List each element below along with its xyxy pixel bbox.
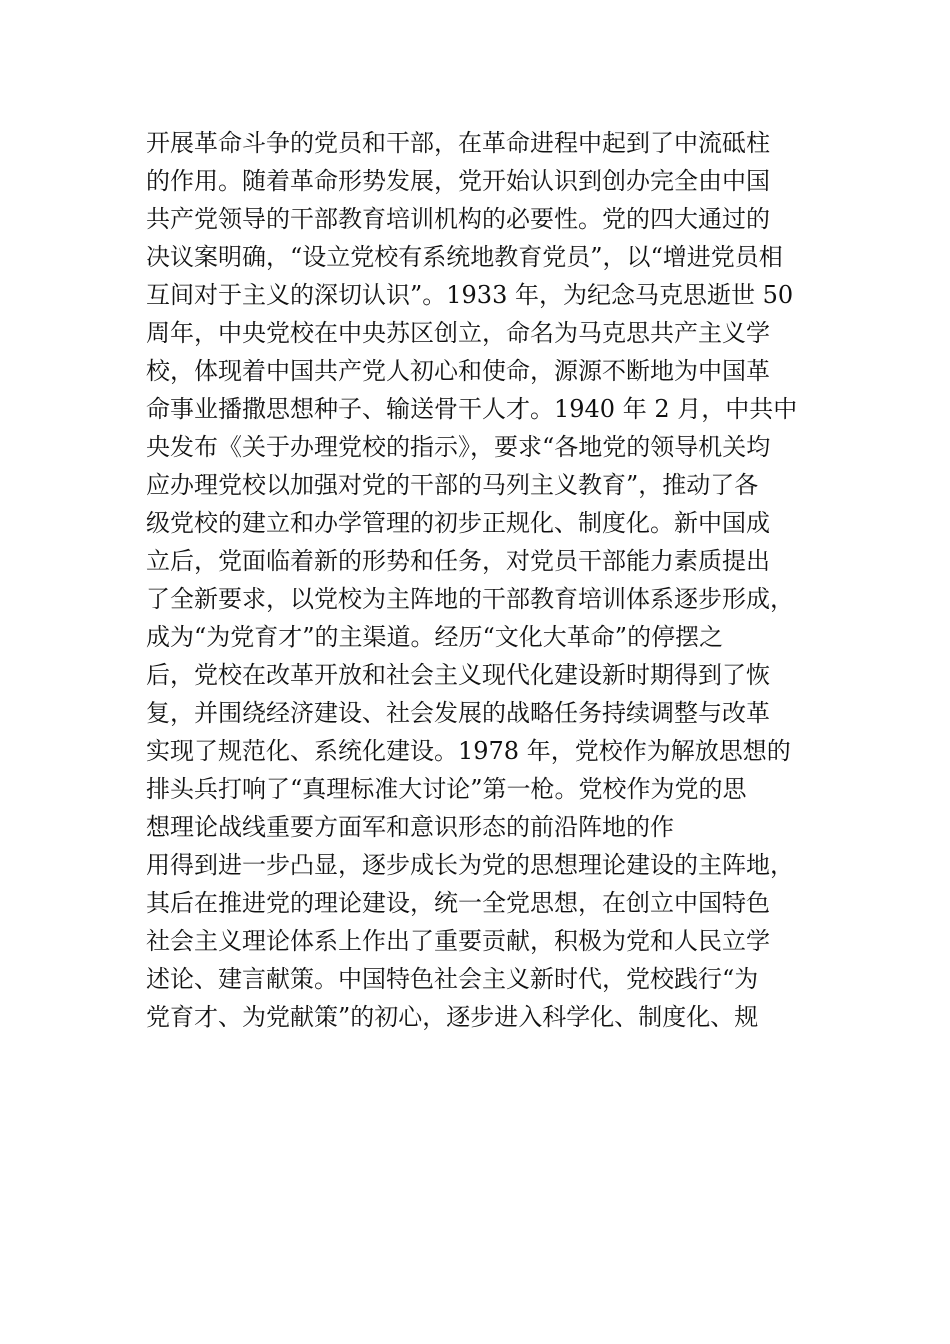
text-line: 实现了规范化、系统化建设。1978 年，党校作为解放思想的	[146, 737, 791, 765]
text-line: 党育才、为党献策”的初心，逐步进入科学化、制度化、规	[146, 1003, 759, 1031]
text-line: 排头兵打响了“真理标准大讨论”第一枪。党校作为党的思	[146, 775, 747, 803]
text-line: 决议案明确，“设立党校有系统地教育党员”，以“增进党员相	[146, 243, 783, 271]
text-line: 成为“为党育才”的主渠道。经历“文化大革命”的停摆之	[146, 623, 724, 651]
text-line: 周年，中央党校在中央苏区创立，命名为马克思共产主义学	[146, 319, 770, 347]
text-line: 述论、建言献策。中国特色社会主义新时代，党校践行“为	[146, 965, 759, 993]
body-paragraph	[146, 124, 826, 1036]
text-line: 互间对于主义的深切认识”。1933 年，为纪念马克思逝世 50	[146, 281, 794, 309]
text-line: 了全新要求，以党校为主阵地的干部教育培训体系逐步形成，	[146, 585, 794, 613]
text-line: 立后，党面临着新的形势和任务，对党员干部能力素质提出	[146, 547, 770, 575]
text-line: 复，并围绕经济建设、社会发展的战略任务持续调整与改革	[146, 699, 770, 727]
text-line: 后，党校在改革开放和社会主义现代化建设新时期得到了恢	[146, 661, 770, 689]
text-line: 用得到进一步凸显，逐步成长为党的思想理论建设的主阵地，	[146, 851, 794, 879]
text-line: 应办理党校以加强对党的干部的马列主义教育”，推动了各	[146, 471, 759, 499]
text-line: 级党校的建立和办学管理的初步正规化、制度化。新中国成	[146, 509, 770, 537]
text-line: 社会主义理论体系上作出了重要贡献，积极为党和人民立学	[146, 927, 770, 955]
text-line: 共产党领导的干部教育培训机构的必要性。党的四大通过的	[146, 205, 770, 233]
text-line: 其后在推进党的理论建设，统一全党思想，在创立中国特色	[146, 889, 770, 917]
text-line: 的作用。随着革命形势发展，党开始认识到创办完全由中国	[146, 167, 770, 195]
text-line: 校，体现着中国共产党人初心和使命，源源不断地为中国革	[146, 357, 770, 385]
text-line: 命事业播撒思想种子、输送骨干人才。1940 年 2 月，中共中	[146, 395, 798, 423]
text-line: 想理论战线重要方面军和意识形态的前沿阵地的作	[146, 813, 674, 841]
text-line: 开展革命斗争的党员和干部，在革命进程中起到了中流砥柱	[146, 129, 770, 157]
text-line: 央发布《关于办理党校的指示》，要求“各地党的领导机关均	[146, 433, 771, 461]
